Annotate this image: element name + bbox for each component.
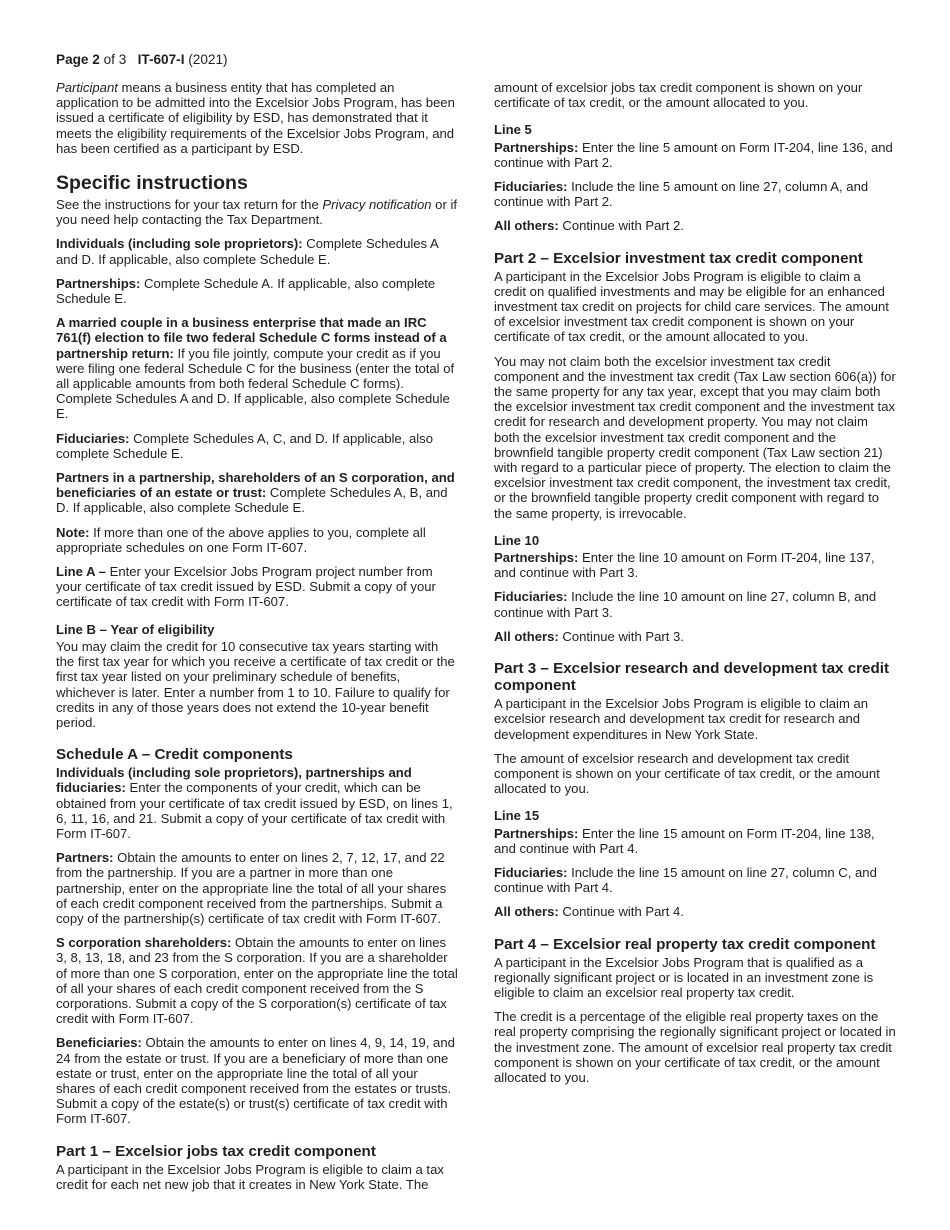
- privacy-paragraph: See the instructions for your tax return for the Privacy notification or if you need help contacting the Tax Department.: [56, 197, 458, 228]
- part-4-heading: Part 4 – Excelsior real property tax credit component: [494, 935, 876, 953]
- partners-paragraph: Partners in a partnership, shareholders of an S corporation, and beneficiaries of an estate or trust: Complete Schedules A, B, and D. If applicable, also complete Schedule E.: [56, 470, 455, 516]
- line-b-paragraph: You may claim the credit for 10 consecutive tax years starting with the first tax year for which you receive a certificate of tax credit or the first tax year listed on your preliminary schedule of benefits, whichever is later. Enter a number from 1 to 10. Failure to qualify for credits in any of those years does not extend the 10-year benefit period.: [56, 638, 455, 730]
- schedule-a-beneficiaries: Beneficiaries: Obtain the amounts to enter on lines 4, 9, 14, 19, and 24 from the estate or trust. If you are a beneficiary of more than one estate or trust, enter on the appropriate line the total of all your shares of each credit component received from the estates or trusts. Submit a copy of the estate(s) or trust(s) certificate of tax credit with Form IT-607.: [56, 1035, 455, 1127]
- part-1-heading: Part 1 – Excelsior jobs tax credit component: [56, 1142, 376, 1160]
- part-4-paragraph-2: The credit is a percentage of the eligible real property taxes on the real property comprising the regionally significant project or located in the investment zone. The amount of excelsior real property tax credit component is shown on your certificate of tax credit, or the amount allocated to you.: [494, 1009, 896, 1085]
- note-paragraph: Note: If more than one of the above applies to you, complete all appropriate schedules on one Form IT-607.: [56, 524, 426, 555]
- schedule-a-s-corp: S corporation shareholders: Obtain the amounts to enter on lines 3, 8, 13, 18, and 23 from the S corporation. If you are a shareholder of more than one S corporation, enter on the appropriate line the total of all your shares of each credit component received from the S corporations. Submit a copy of the S corporation(s) certificate of tax credit with Form IT-607.: [56, 935, 458, 1027]
- specific-instructions-heading: Specific instructions: [56, 172, 248, 195]
- part-2-paragraph-1: A participant in the Excelsior Jobs Program is eligible to claim a credit on qualified investments and may be eligible for an enhanced investment tax credit on projects for child care services. The amount of excelsior investment tax credit component is shown on your certificate of tax credit, or the amount allocated to you.: [494, 268, 889, 345]
- married-couple-paragraph: A married couple in a business enterprise that made an IRC 761(f) election to file two federal Schedule C forms instead of a partnership return: If you file jointly, compute your credit as if you were filing one federal Schedule C for the business (enter the total of all applicable amounts from both federal Schedule C forms). Complete Schedules A and D. If applicable, also complete Schedule E.: [56, 315, 455, 422]
- form-number: IT-607-I: [137, 52, 185, 67]
- part-3-paragraph-1: A participant in the Excelsior Jobs Program is eligible to claim an excelsior research and development tax credit for research and development expenditures in New York State.: [494, 696, 869, 742]
- page-total: of 3: [99, 52, 127, 67]
- line-5-all-others: All others: Continue with Part 2.: [494, 218, 684, 234]
- line-10-fiduciaries: Fiduciaries: Include the line 10 amount on line 27, column B, and continue with Part 3.: [494, 589, 877, 620]
- part-1-paragraph: A participant in the Excelsior Jobs Program is eligible to claim a tax credit for each net new job that it creates in New York State. The: [56, 1161, 444, 1192]
- schedule-a-heading: Schedule A – Credit components: [56, 746, 293, 764]
- form-year: (2021): [184, 52, 228, 67]
- schedule-a-individuals: Individuals (including sole proprietors), partnerships and fiduciaries: Enter the components of your credit, which can be obtained from your certificate of tax credit issued by ESD, on lines 1, 6, 11, 16, and 21. Submit a copy of your certificate of tax credit with Form IT-607.: [56, 765, 453, 841]
- line-b-heading: Line B – Year of eligibility: [56, 621, 215, 637]
- line-15-fiduciaries: Fiduciaries: Include the line 15 amount on line 27, column C, and continue with Part 4.: [494, 864, 877, 896]
- right-column: [494, 80, 896, 1085]
- line-10-heading: Line 10: [494, 532, 540, 548]
- line-5-partnerships: Partnerships: Enter the line 5 amount on Form IT-204, line 136, and continue with Part 2.: [494, 139, 893, 170]
- part-1-continued: amount of excelsior jobs tax credit component is shown on your certificate of tax credit, or the amount allocated to you.: [494, 80, 863, 111]
- schedule-a-partners: Partners: Obtain the amounts to enter on lines 2, 7, 12, 17, and 22 from the partnership. If you are a partner in more than one partnership, enter on the appropriate line the total of all your shares of each credit component received from the partnerships. Submit a copy of the partnership(s) certificate of tax credit with Form IT-607.: [56, 850, 447, 926]
- line-a-paragraph: Line A – Enter your Excelsior Jobs Program project number from your certificate of tax credit issued by ESD. Submit a copy of your certificate of tax credit with Form IT-607.: [56, 564, 436, 610]
- line-5-fiduciaries: Fiduciaries: Include the line 5 amount on line 27, column A, and continue with Part 2.: [494, 179, 869, 210]
- part-2-paragraph-2: You may not claim both the excelsior investment tax credit component and the investment tax credit (Tax Law section 606(a)) for the same property for any tax year, except that you may claim both the excelsior investment tax credit component and the investment tax credit for research and development property. You may not claim both the excelsior investment tax credit component and the brownfield tangible property credit component (Tax Law section 21) with regard to a particular piece of property. The election to claim the excelsior investment tax credit component, the investment tax credit, or the brownfield tangible property credit component with regard to the same property, is irrevocable.: [494, 353, 896, 521]
- page-number: Page 2: [56, 52, 100, 67]
- page-header: [56, 52, 228, 67]
- individuals-paragraph: Individuals (including sole proprietors): Complete Schedules A and D. If applicable, also complete Schedule E.: [56, 236, 439, 267]
- line-10-partnerships: Partnerships: Enter the line 10 amount on Form IT-204, line 137, and continue with Part 3.: [494, 550, 875, 581]
- part-2-heading: Part 2 – Excelsior investment tax credit component: [494, 249, 863, 267]
- participant-definition: Participant means a business entity that has completed an application to be admitted into the Excelsior Jobs Program, has been issued a certificate of eligibility by ESD, has demonstrated that it meets the eligibility requirements of the Excelsior Jobs Program, and has been certified as a participant by ESD.: [56, 80, 455, 156]
- part-3-heading: Part 3 – Excelsior research and development tax credit component: [494, 660, 890, 695]
- line-5-heading: Line 5: [494, 122, 532, 138]
- line-15-all-others: All others: Continue with Part 4.: [494, 904, 684, 920]
- line-15-heading: Line 15: [494, 808, 540, 824]
- fiduciaries-paragraph: Fiduciaries: Complete Schedules A, C, and D. If applicable, also complete Schedule E.: [56, 430, 434, 461]
- left-column: [56, 80, 458, 1192]
- part-4-paragraph-1: A participant in the Excelsior Jobs Program that is qualified as a regionally significant project or is located in an investment zone is eligible to claim an excelsior real property tax credit.: [494, 954, 874, 1000]
- part-3-paragraph-2: The amount of excelsior research and development tax credit component is shown on your certificate of tax credit, or the amount allocated to you.: [494, 750, 880, 797]
- line-15-partnerships: Partnerships: Enter the line 15 amount on Form IT-204, line 138, and continue with Part 4.: [494, 825, 875, 856]
- partnerships-paragraph: Partnerships: Complete Schedule A. If applicable, also complete Schedule E.: [56, 275, 436, 307]
- line-10-all-others: All others: Continue with Part 3.: [494, 628, 684, 644]
